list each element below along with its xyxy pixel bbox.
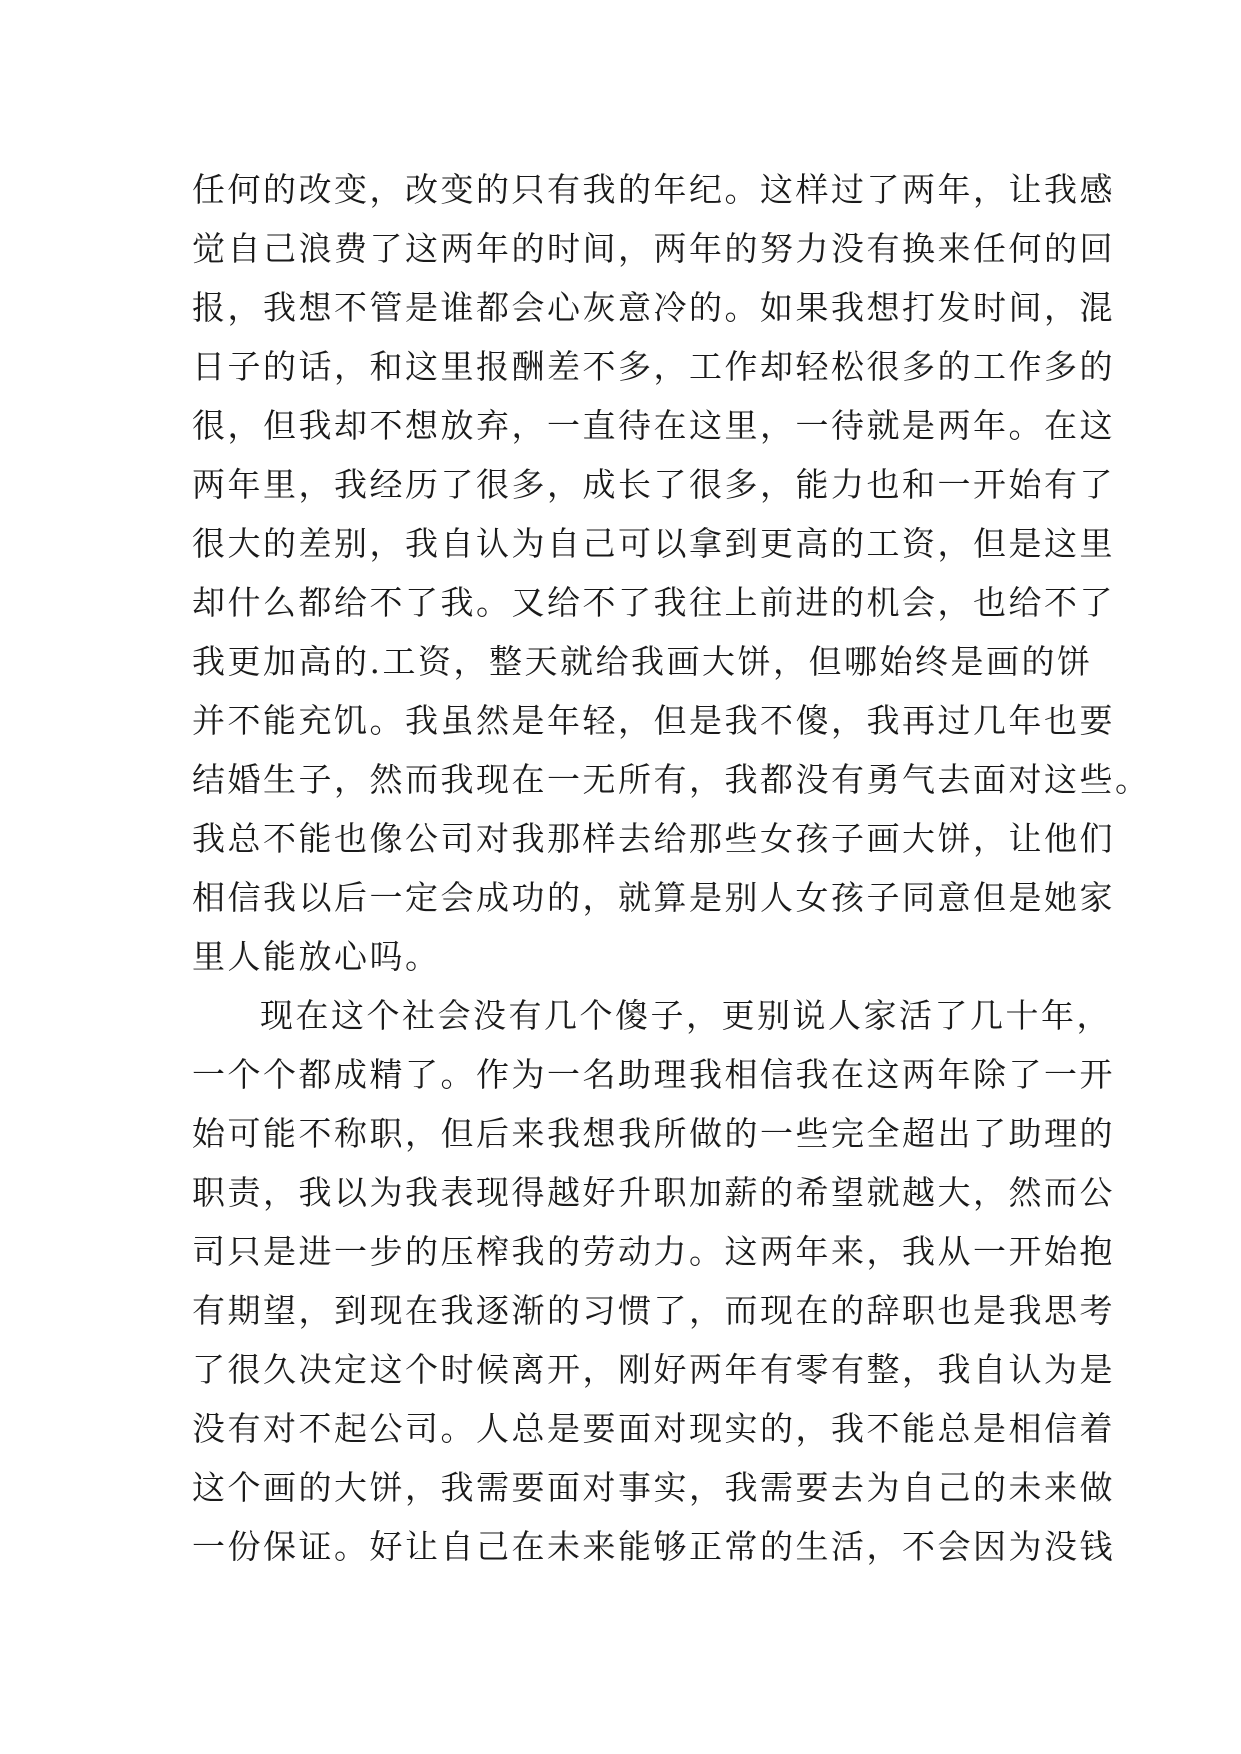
text-line: 没有对不起公司。人总是要面对现实的，我不能总是相信着 [192,1409,1115,1448]
text-line: 却什么都给不了我。又给不了我往上前进的机会，也给不了 [192,583,1115,622]
text-line: 这个画的大饼，我需要面对事实，我需要去为自己的未来做 [192,1468,1115,1507]
text-line: 结婚生子，然而我现在一无所有，我都没有勇气去面对这些。 [192,760,1151,799]
text-line: 一个个都成精了。作为一名助理我相信我在这两年除了一开 [192,1055,1115,1094]
text-line: 两年里，我经历了很多，成长了很多，能力也和一开始有了 [192,465,1115,504]
text-line: 报，我想不管是谁都会心灰意冷的。如果我想打发时间，混 [192,288,1115,327]
text-line: 任何的改变，改变的只有我的年纪。这样过了两年，让我感 [192,170,1115,209]
text-line: 职责，我以为我表现得越好升职加薪的希望就越大，然而公 [192,1173,1115,1212]
text-line: 我更加高的.工资，整天就给我画大饼，但哪始终是画的饼 [192,642,1093,681]
text-line: 始可能不称职，但后来我想我所做的一些完全超出了助理的 [192,1114,1115,1153]
text-line-indented: 现在这个社会没有几个傻子，更别说人家活了几十年， [260,996,1112,1035]
text-line: 有期望，到现在我逐渐的习惯了，而现在的辞职也是我思考 [192,1291,1115,1330]
document-body [192,160,1151,1576]
text-line: 一份保证。好让自己在未来能够正常的生活，不会因为没钱 [192,1527,1115,1566]
paragraph-2 [192,986,1115,1576]
text-line: 我总不能也像公司对我那样去给那些女孩子画大饼，让他们 [192,819,1115,858]
text-line: 相信我以后一定会成功的，就算是别人女孩子同意但是她家 [192,878,1115,917]
text-line: 了很久决定这个时候离开，刚好两年有零有整，我自认为是 [192,1350,1115,1389]
text-line: 里人能放心吗。 [192,937,441,976]
text-line: 很大的差别，我自认为自己可以拿到更高的工资，但是这里 [192,524,1115,563]
text-line: 日子的话，和这里报酬差不多，工作却轻松很多的工作多的 [192,347,1115,386]
paragraph-1 [192,160,1151,986]
text-line: 很，但我却不想放弃，一直待在这里，一待就是两年。在这 [192,406,1115,445]
text-line: 觉自己浪费了这两年的时间，两年的努力没有换来任何的回 [192,229,1115,268]
text-line: 司只是进一步的压榨我的劳动力。这两年来，我从一开始抱 [192,1232,1115,1271]
text-line: 并不能充饥。我虽然是年轻，但是我不傻，我再过几年也要 [192,701,1115,740]
